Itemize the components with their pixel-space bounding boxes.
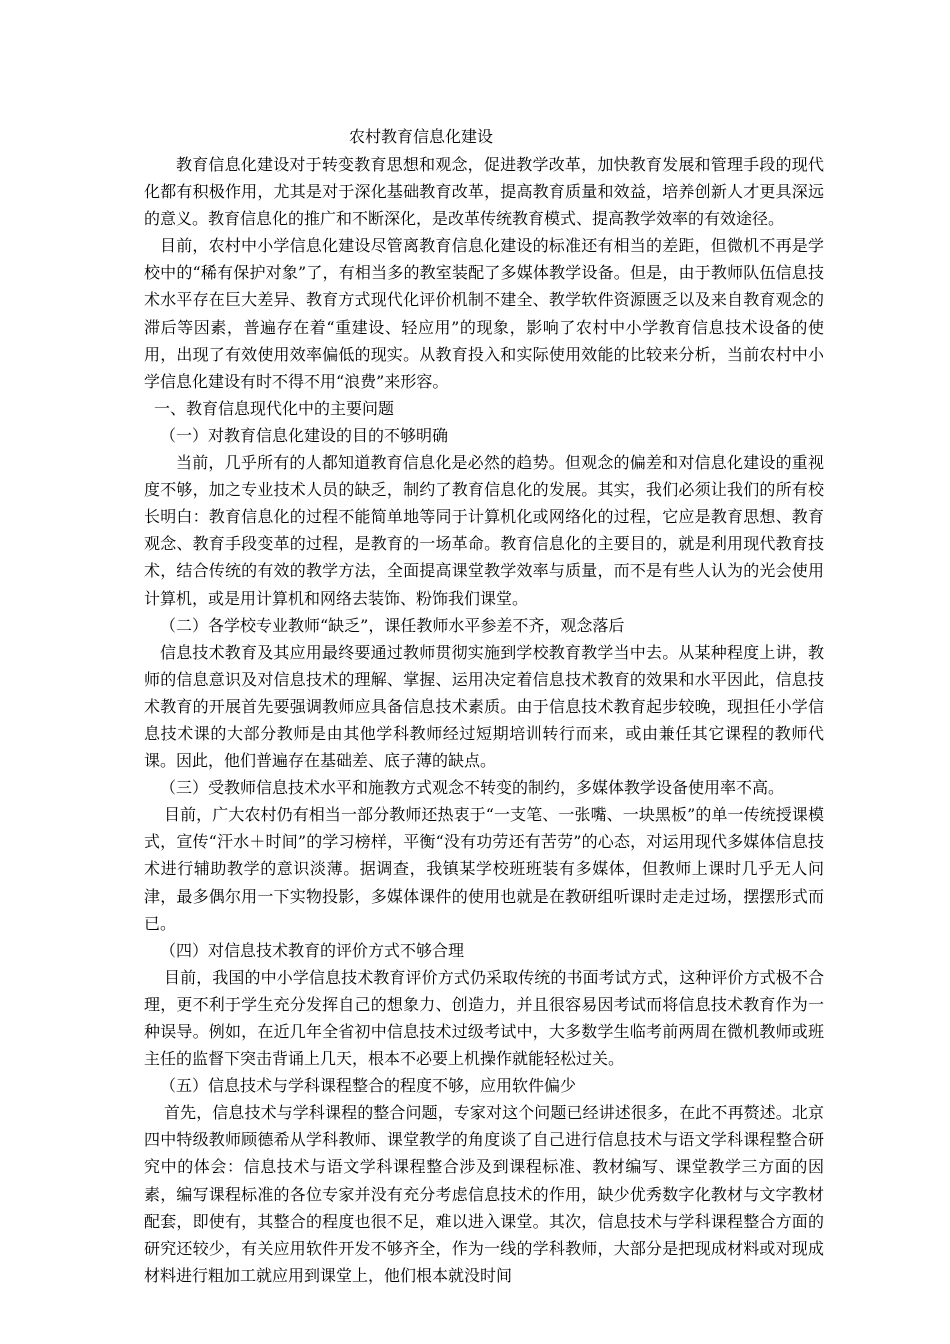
document-page <box>144 125 824 1289</box>
paragraph-current-situation: 目前，农村中小学信息化建设尽管离教育信息化建设的标准还有相当的差距，但微机不再是学校中的“稀有保护对象”了，有相当多的教室装配了多媒体教学设备。但是，由于教师队伍信息技术水平存在巨大差异、教育方式现代化评价机制不建全、教学软件资源匮乏以及来自教育观念的滞后等因素，普遍存在着“重建设、轻应用”的现象，影响了农村中小学教育信息技术设备的使用，出现了有效使用效率偏低的现实。从教育投入和实际使用效能的比较来分析，当前农村中小学信息化建设有时不得不用“浪费”来形容。 <box>144 236 824 391</box>
paragraph-subsection-2: 信息技术教育及其应用最终要通过教师贯彻实施到学校教育教学当中去。从某种程度上讲，教师的信息意识及对信息技术的理解、掌握、运用决定着信息技术教育的效果和水平因此，信息技术教育的开展首先要强调教师应具备信息技术素质。由于信息技术教育起步较晚，现担任小学信息技术课的大部分教师是由其他学科教师经过短期培训转行而来，或由兼任其它课程的教师代课。因此，他们普遍存在基础差、底子薄的缺点。 <box>144 642 824 771</box>
paragraph-subsection-4: 目前，我国的中小学信息技术教育评价方式仍采取传统的书面考试方式，这种评价方式极不合理，更不利于学生充分发挥自己的想象力、创造力，并且很容易因考试而将信息技术教育作为一种误导。例如，在近几年全省初中信息技术过级考试中，大多数学生临考前两周在微机教师或班主任的监督下突击背诵上几天，根本不必要上机操作就能轻松过关。 <box>144 967 824 1069</box>
subsection-heading-4: （四）对信息技术教育的评价方式不够合理 <box>160 940 465 960</box>
document-title: 农村教育信息化建设 <box>349 127 494 146</box>
subsection-heading-1: （一）对教育信息化建设的目的不够明确 <box>160 425 449 445</box>
subsection-heading-2: （二）各学校专业教师“缺乏”，课任教师水平参差不齐，观念落后 <box>160 615 625 635</box>
paragraph-subsection-3: 目前，广大农村仍有相当一部分教师还热衷于“一支笔、一张嘴、一块黑板”的单一传统授课模式，宣传“汗水＋时间”的学习榜样，平衡“没有功劳还有苦劳”的心态，对运用现代多媒体信息技术进行辅助教学的意识淡薄。据调查，我镇某学校班班装有多媒体，但教师上课时几乎无人问津，最多偶尔用一下实物投影，多媒体课件的使用也就是在教研组听课时走走过场，摆摆形式而已。 <box>144 805 824 933</box>
paragraph-intro: 教育信息化建设对于转变教育思想和观念，促进教学改革，加快教育发展和管理手段的现代化都有积极作用，尤其是对于深化基础教育改革，提高教育质量和效益，培养创新人才更具深远的意义。教育信息化的推广和不断深化，是改革传统教育模式、提高教学效率的有效途径。 <box>144 155 824 229</box>
paragraph-subsection-5: 首先，信息技术与学科课程的整合问题，专家对这个问题已经讲述很多，在此不再赘述。北京四中特级教师顾德希从学科教师、课堂教学的角度谈了自己进行信息技术与语文学科课程整合研究中的体会：信息技术与语文学科课程整合涉及到课程标准、教材编写、课堂教学三方面的因素，编写课程标准的各位专家并没有充分考虑信息技术的作用，缺少优秀数字化教材与文字教材配套，即使有，其整合的程度也很不足，难以进入课堂。其次，信息技术与学科课程整合方面的研究还较少，有关应用软件开发不够齐全，作为一线的学科教师，大部分是把现成材料或对现成材料进行粗加工就应用到课堂上，他们根本就没时间 <box>144 1103 824 1285</box>
subsection-heading-5: （五）信息技术与学科课程整合的程度不够，应用软件偏少 <box>160 1076 577 1096</box>
section-heading-main-problems: 一、教育信息现代化中的主要问题 <box>154 398 395 418</box>
paragraph-subsection-1: 当前，几乎所有的人都知道教育信息化是必然的趋势。但观念的偏差和对信息化建设的重视度不够，加之专业技术人员的缺乏，制约了教育信息化的发展。其实，我们必须让我们的所有校长明白：教育信息化的过程不能简单地等同于计算机化或网络化的过程，它应是教育思想、教育观念、教育手段变革的过程，是教育的一场革命。教育信息化的主要目的，就是利用现代教育技术，结合传统的有效的教学方法，全面提高课堂教学效率与质量，而不是有些人认为的光会使用计算机，或是用计算机和网络去装饰、粉饰我们课堂。 <box>144 453 824 608</box>
subsection-heading-3: （三）受教师信息技术水平和施教方式观念不转变的制约，多媒体教学设备使用率不高。 <box>160 778 785 798</box>
